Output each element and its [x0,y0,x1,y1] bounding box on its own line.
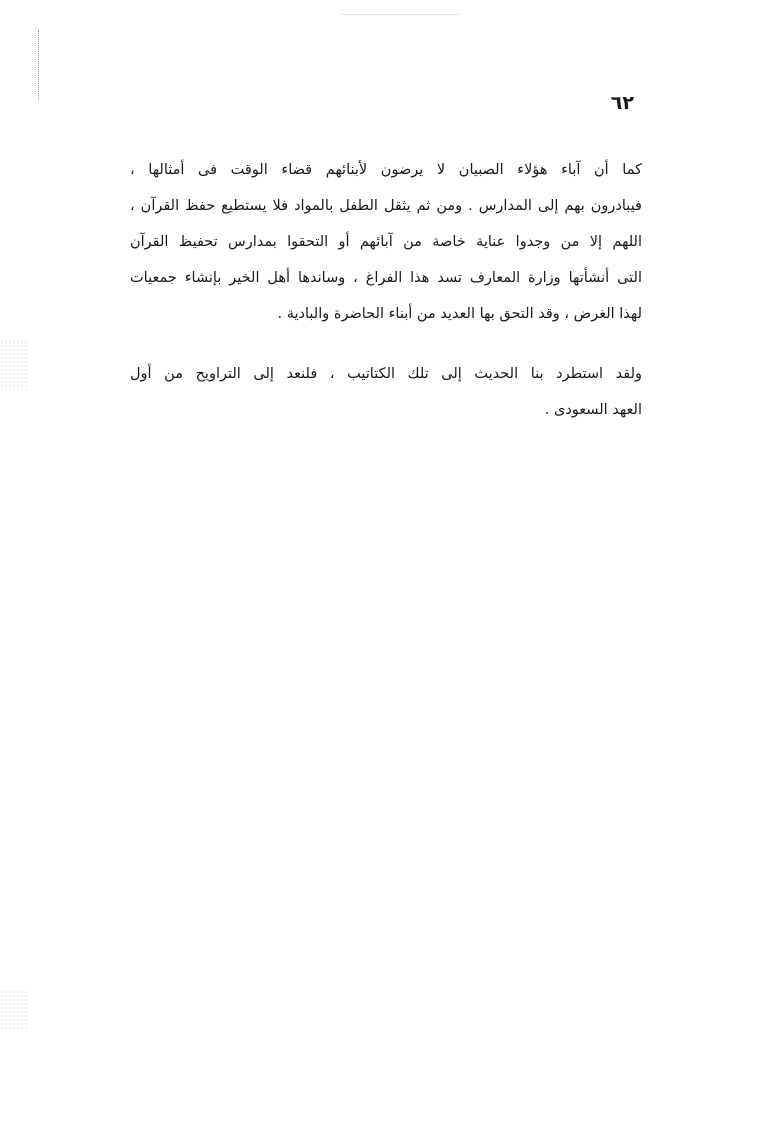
text-line: التى أنشأتها وزارة المعارف تسد هذا الفراغ ، وساندها أهل الخير بإنشاء جمعيات [130,270,642,286]
scan-binding-margin [38,30,39,100]
text-line: اللهم إلا من وجدوا عناية خاصة من آبائهم أو التحقوا بمدارس تحفيظ القرآن [130,234,642,250]
text-line: لهذا الغرض ، وقد التحق بها العديد من أبناء الحاضرة والبادية . [277,306,642,322]
page-number: ٦٢ [610,92,634,114]
text-line: فيبادرون بهم إلى المدارس . ومن ثم يثقل الطفل بالمواد فلا يستطيع حفظ القرآن ، [130,198,642,214]
scan-speckle [0,990,28,1030]
paragraph-2 [130,356,642,428]
text-line: كما أن آباء هؤلاء الصبيان لا يرضون لأبنائهم قضاء الوقت فى أمثالها ، [130,162,642,178]
paragraph-1 [130,152,642,332]
scan-artifact-top [340,14,460,15]
text-line: العهد السعودى . [544,402,642,418]
scan-speckle [0,340,28,390]
text-line: ولقد استطرد بنا الحديث إلى تلك الكتاتيب ، فلنعد إلى التراويح من أول [130,366,642,382]
